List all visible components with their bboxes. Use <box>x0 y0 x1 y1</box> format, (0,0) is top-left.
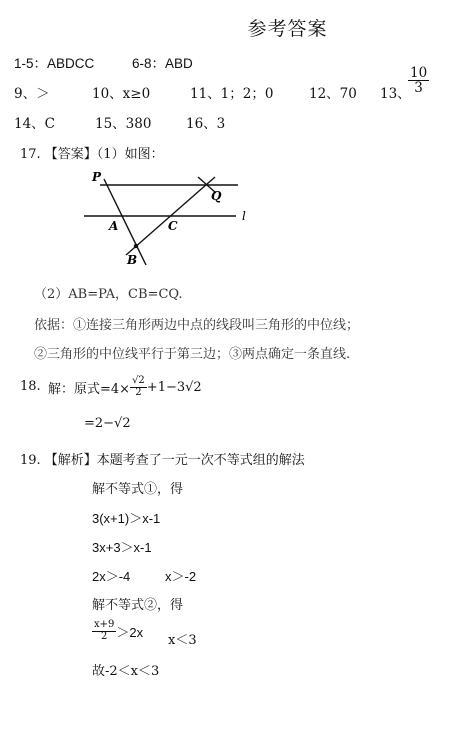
answer-14: 14、C <box>14 116 56 132</box>
q19-conclusion: 故-2＜x＜3 <box>92 664 160 679</box>
q18-rest: +1−3√2 <box>146 379 202 395</box>
q18-lead: 解：原式=4× <box>48 381 131 397</box>
q18-number: 18. <box>20 379 41 394</box>
q19-fraction-numerator: x+9 <box>94 619 115 630</box>
q19-step2: 3(x+1)＞x-1 <box>92 511 161 526</box>
answer-1-5: 1-5：ABDCC <box>14 56 95 71</box>
q19-step1: 解不等式①，得 <box>92 482 184 497</box>
q17-basis-line1: 依据：①连接三角形两边中点的线段叫三角形的中位线； <box>34 318 360 333</box>
answer-9: 9、＞ <box>14 86 50 102</box>
q17-header: 17. 【答案】（1）如图： <box>20 147 164 162</box>
q18-expression <box>48 376 202 398</box>
answer-13-prefix: 13、 <box>380 86 411 102</box>
page-title: 参考答案 <box>247 18 328 40</box>
label-c: C <box>168 219 178 233</box>
answer-16: 16、3 <box>186 116 226 132</box>
point-b <box>134 244 138 248</box>
q18-fraction-denominator: 2 <box>135 386 142 398</box>
fraction-denominator: 3 <box>414 80 423 97</box>
answer-10: 10、x≥0 <box>92 86 151 102</box>
q19-step6-rest: ＞2x <box>116 624 144 640</box>
q18-fraction-numerator: √2 <box>132 375 145 386</box>
answer-13-fraction <box>408 66 429 95</box>
q19-fraction-denominator: 2 <box>101 630 108 642</box>
answer-12: 12、70 <box>309 86 357 102</box>
q19-step6 <box>92 620 143 642</box>
q19-step4a: 2x＞-4 <box>92 569 131 584</box>
fraction-numerator: 10 <box>410 65 428 81</box>
q19-fraction <box>92 620 116 642</box>
q19-step4b: x＞-2 <box>165 569 197 584</box>
q18-result: =2−√2 <box>84 416 131 431</box>
q19-step6b: x＜3 <box>168 633 197 648</box>
q17-geometry-figure <box>70 165 270 275</box>
q19-step5: 解不等式②，得 <box>92 598 184 613</box>
q18-fraction <box>130 376 147 398</box>
answer-15: 15、380 <box>95 116 152 132</box>
answer-6-8: 6-8：ABD <box>132 56 193 71</box>
label-b: B <box>127 253 138 267</box>
q19-header: 19. 【解析】本题考查了一元一次不等式组的解法 <box>20 453 305 468</box>
q17-part2: （2）AB=PA，CB=CQ. <box>34 287 183 302</box>
answer-11: 11、1；2；0 <box>190 86 274 102</box>
label-q: Q <box>211 189 222 203</box>
label-a: A <box>109 219 119 233</box>
q19-step3: 3x+3＞x-1 <box>92 540 152 555</box>
label-p: P <box>92 170 102 184</box>
label-l: l <box>242 209 246 223</box>
q17-basis-line2: ②三角形的中位线平行于第三边；③两点确定一条直线. <box>34 347 351 362</box>
